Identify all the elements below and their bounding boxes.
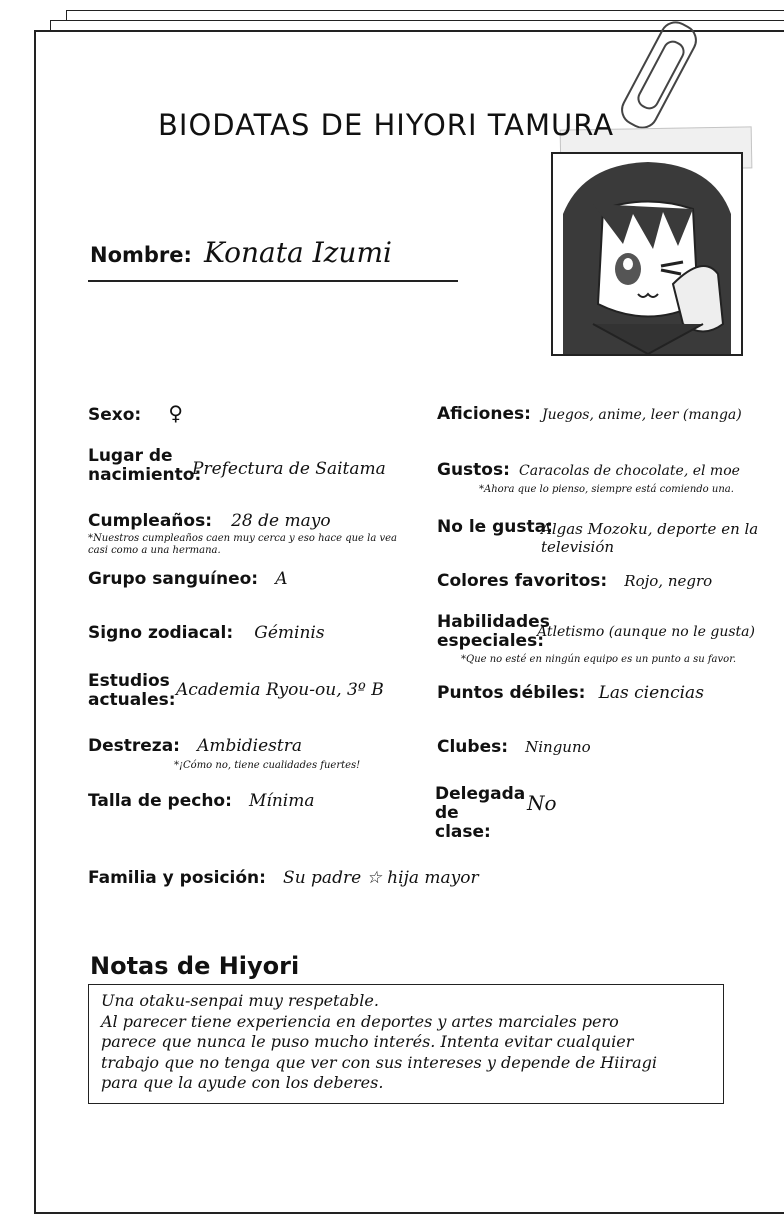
field-label: Aficiones: (437, 404, 531, 424)
field-label: Familia y posición: (88, 868, 266, 888)
field-value: No (527, 791, 557, 815)
page-title: BIODATAS DE HIYORI TAMURA (158, 108, 615, 142)
field-puntos-debiles (437, 683, 767, 703)
field-note: *Nuestros cumpleaños caen muy cerca y eso hace que la vea casi como a una hermana. (88, 533, 398, 556)
field-label: Estudios actuales: (88, 671, 176, 710)
field-colores-favoritos (437, 571, 767, 591)
notes-box (88, 984, 724, 1104)
field-note: *¡Cómo no, tiene cualidades fuertes! (174, 760, 361, 771)
field-value: Géminis (254, 623, 325, 643)
field-label: Puntos débiles: (437, 683, 586, 703)
field-value: 28 de mayo (231, 511, 331, 531)
notes-line: Al parecer tiene experiencia en deportes y artes marciales pero (101, 1011, 619, 1031)
field-label: Cumpleaños: (88, 511, 212, 531)
field-value: Prefectura de Saitama (192, 459, 386, 479)
field-label: Destreza: (88, 736, 180, 756)
field-note: *Ahora que lo pienso, siempre está comiendo una. (479, 484, 734, 495)
field-label: Lugar de nacimiento: (88, 446, 202, 485)
field-value: Juegos, anime, leer (manga) (541, 407, 742, 423)
field-value: Rojo, negro (624, 572, 713, 590)
field-value: Caracolas de chocolate, el moe (519, 463, 740, 479)
field-estudios (88, 672, 428, 710)
field-value: Las ciencias (598, 683, 704, 703)
field-clubes (437, 737, 767, 757)
field-signo-zodiacal (88, 623, 325, 643)
field-label: Signo zodiacal: (88, 623, 234, 643)
field-value: A (275, 569, 288, 589)
field-cumpleanos (88, 511, 428, 557)
field-no-le-gusta (437, 517, 767, 556)
field-value: Ninguno (525, 738, 591, 756)
field-talla-pecho (88, 791, 315, 811)
field-label: Gustos: (437, 460, 510, 480)
field-value: Atletismo (aunque no le gusta) (537, 624, 755, 640)
field-value: Su padre ☆ hija mayor (283, 868, 479, 888)
field-label: Habilidades especiales: (437, 612, 550, 651)
field-destreza (88, 736, 428, 772)
field-aficiones (437, 404, 767, 424)
field-note: *Que no esté en ningún equipo es un punto a su favor. (461, 654, 737, 665)
field-value: ♀ (168, 401, 183, 425)
name-underline (88, 280, 458, 282)
field-delegada (435, 785, 765, 842)
field-gustos (437, 460, 767, 496)
field-label: Colores favoritos: (437, 571, 608, 591)
field-value: Mínima (249, 791, 315, 811)
field-familia-posicion (88, 868, 479, 888)
field-habilidades (437, 613, 777, 666)
field-value: Algas Mozoku, deporte en la televisión (541, 520, 759, 556)
notes-line: para que la ayude con los deberes. (101, 1073, 384, 1092)
field-label: Sexo: (88, 405, 142, 425)
notes-line: parece que nunca le puso mucho interés. Intenta evitar cualquier (101, 1032, 634, 1051)
field-value: Academia Ryou-ou, 3º B (176, 680, 384, 700)
portrait-drawing-icon (553, 154, 741, 354)
field-label: Clubes: (437, 737, 509, 757)
field-grupo-sanguineo (88, 569, 287, 589)
character-portrait (551, 152, 743, 356)
field-value: Ambidiestra (197, 736, 302, 756)
field-sexo (88, 401, 183, 425)
name-label: Nombre: (90, 243, 192, 267)
notes-title: Notas de Hiyori (90, 952, 300, 980)
field-lugar-nacimiento (88, 447, 428, 485)
notes-line: Una otaku-senpai muy respetable. (101, 991, 379, 1010)
field-label: No le gusta: (437, 517, 553, 537)
field-label: Grupo sanguíneo: (88, 569, 259, 589)
notes-line: trabajo que no tenga que ver con sus intereses y depende de Hiiragi (101, 1052, 658, 1072)
field-label: Talla de pecho: (88, 791, 232, 811)
field-label: Delegada de clase: (435, 784, 526, 842)
name-value: Konata Izumi (204, 236, 392, 269)
